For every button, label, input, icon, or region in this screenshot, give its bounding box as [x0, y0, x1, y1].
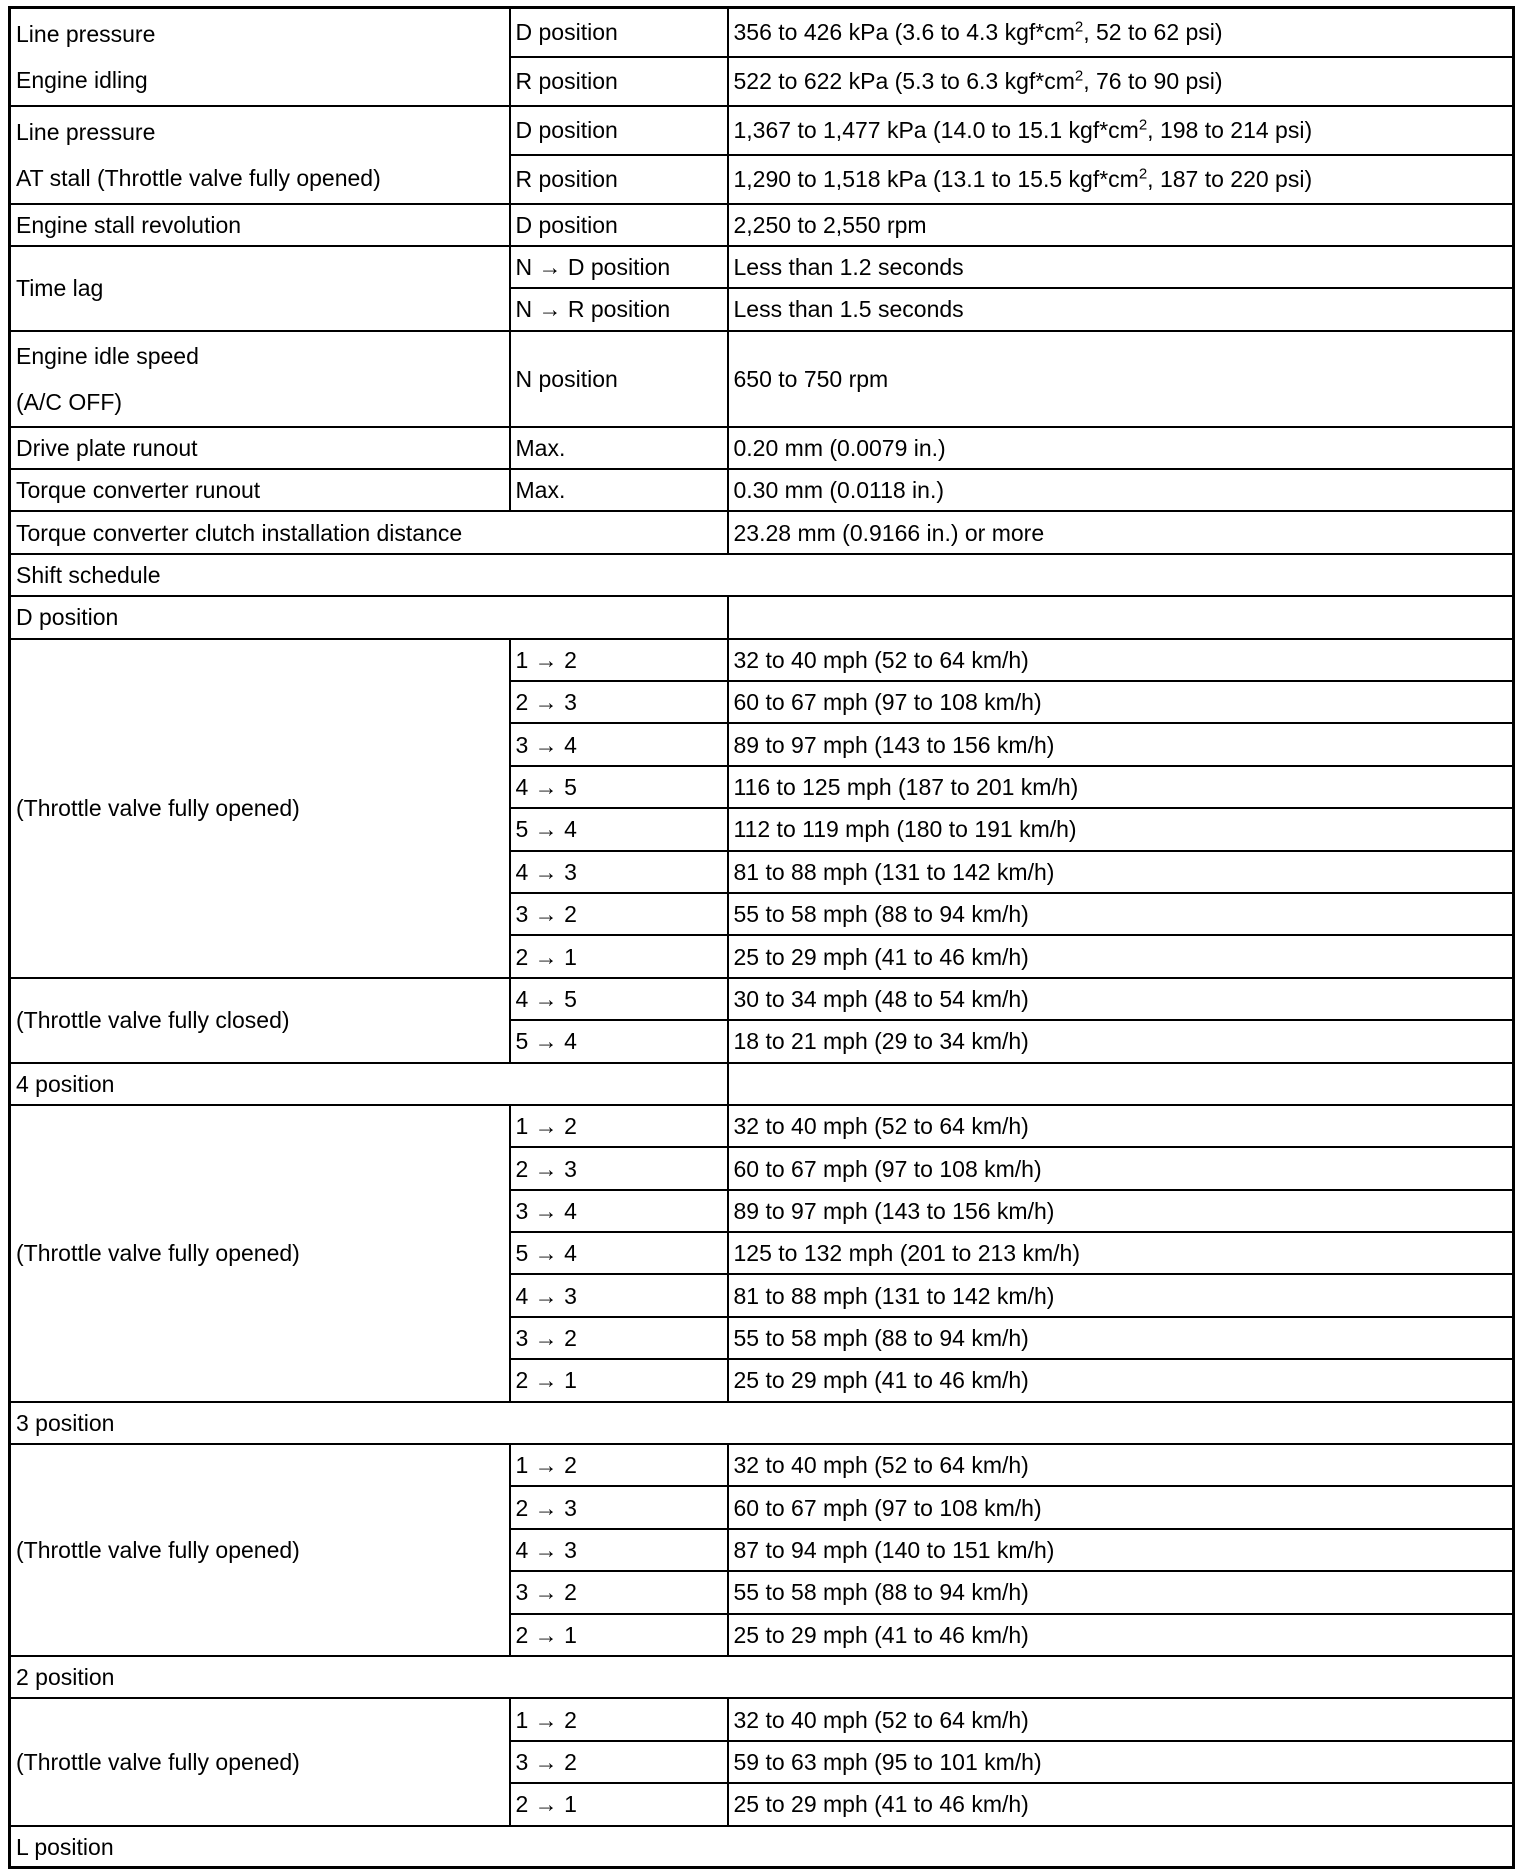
shift-label: 1 → 2 — [510, 1444, 728, 1486]
value-tail: , 187 to 220 psi) — [1147, 166, 1313, 192]
two-open-row — [10, 1698, 1514, 1740]
value-tail: , 52 to 62 psi) — [1083, 19, 1223, 46]
two-position-heading-row — [10, 1656, 1514, 1698]
d-position-blank — [728, 596, 1514, 638]
shift-speed: 81 to 88 mph (131 to 142 km/h) — [728, 1274, 1514, 1316]
shift-speed: 55 to 58 mph (88 to 94 km/h) — [728, 1317, 1514, 1359]
time-lag-nd-position: N → D position — [510, 246, 728, 288]
shift-speed: 59 to 63 mph (95 to 101 km/h) — [728, 1741, 1514, 1783]
four-open-label: (Throttle valve fully opened) — [10, 1105, 510, 1402]
shift-speed: 32 to 40 mph (52 to 64 km/h) — [728, 1698, 1514, 1740]
torque-runout-row — [10, 469, 1514, 511]
shift-speed: 87 to 94 mph (140 to 151 km/h) — [728, 1529, 1514, 1571]
shift-speed: 32 to 40 mph (52 to 64 km/h) — [728, 1444, 1514, 1486]
d-closed-label: (Throttle valve fully closed) — [10, 978, 510, 1063]
shift-label: 3 → 4 — [510, 1190, 728, 1232]
drive-plate-max: Max. — [510, 427, 728, 469]
shift-label: 2 → 1 — [510, 1359, 728, 1401]
time-lag-label: Time lag — [10, 246, 510, 331]
shift-label: 1 → 2 — [510, 1698, 728, 1740]
clutch-distance-row — [10, 511, 1514, 553]
line-pressure-idle-r-value — [728, 57, 1514, 106]
line-pressure-stall-r-position: R position — [510, 155, 728, 204]
shift-label: 4 → 3 — [510, 1529, 728, 1571]
shift-label: 2 → 1 — [510, 935, 728, 977]
shift-speed: 89 to 97 mph (143 to 156 km/h) — [728, 723, 1514, 765]
shift-label: 5 → 4 — [510, 1232, 728, 1274]
shift-label: 3 → 2 — [510, 1317, 728, 1359]
idle-speed-label — [10, 331, 510, 427]
engine-stall-label: Engine stall revolution — [10, 204, 510, 246]
d-open-row — [10, 639, 1514, 681]
shift-label: 3 → 2 — [510, 893, 728, 935]
engine-idling-subtitle: Engine idling — [16, 66, 148, 93]
shift-label: 4 → 3 — [510, 1274, 728, 1316]
specifications-table — [8, 6, 1515, 1869]
shift-label: 3 → 2 — [510, 1571, 728, 1613]
line-pressure-stall-row-d — [10, 106, 1514, 155]
line-pressure-idle-d-value — [728, 8, 1514, 57]
clutch-distance-value: 23.28 mm (0.9166 in.) or more — [728, 511, 1514, 553]
line-pressure-stall-r-value — [728, 155, 1514, 204]
time-lag-row-nd — [10, 246, 1514, 288]
shift-speed: 25 to 29 mph (41 to 46 km/h) — [728, 1614, 1514, 1656]
d-position-heading: D position — [10, 596, 728, 638]
shift-schedule-heading: Shift schedule — [10, 554, 1514, 596]
four-position-heading: 4 position — [10, 1063, 728, 1105]
three-position-heading-row — [10, 1402, 1514, 1444]
value-tail: , 76 to 90 psi) — [1083, 68, 1223, 94]
d-closed-row — [10, 978, 1514, 1020]
torque-runout-label: Torque converter runout — [10, 469, 510, 511]
shift-label: 4 → 5 — [510, 766, 728, 808]
shift-label: 2 → 3 — [510, 1147, 728, 1189]
shift-label: 1 → 2 — [510, 1105, 728, 1147]
line-pressure-idle-r-position: R position — [510, 57, 728, 106]
l-position-heading: L position — [10, 1826, 1514, 1868]
line-pressure-idle-row-d — [10, 8, 1514, 57]
idle-speed-title: Engine idle speed — [16, 342, 199, 369]
d-position-heading-row — [10, 596, 1514, 638]
idle-speed-value: 650 to 750 rpm — [728, 331, 1514, 427]
superscript: 2 — [1138, 165, 1148, 183]
shift-label: 2 → 3 — [510, 1486, 728, 1528]
ac-off-subtitle: (A/C OFF) — [16, 388, 123, 415]
d-open-label: (Throttle valve fully opened) — [10, 639, 510, 978]
shift-speed: 32 to 40 mph (52 to 64 km/h) — [728, 1105, 1514, 1147]
shift-speed: 112 to 119 mph (180 to 191 km/h) — [728, 808, 1514, 850]
specifications-body — [10, 8, 1514, 1868]
superscript: 2 — [1074, 67, 1084, 85]
two-position-heading: 2 position — [10, 1656, 1514, 1698]
two-open-label: (Throttle valve fully opened) — [10, 1698, 510, 1825]
shift-schedule-row — [10, 554, 1514, 596]
line-pressure-idle-d-position: D position — [510, 8, 728, 57]
drive-plate-value: 0.20 mm (0.0079 in.) — [728, 427, 1514, 469]
value-text: 356 to 426 kPa (3.6 to 4.3 kgf*cm — [733, 19, 1075, 46]
torque-runout-max: Max. — [510, 469, 728, 511]
superscript: 2 — [1138, 116, 1148, 134]
drive-plate-label: Drive plate runout — [10, 427, 510, 469]
idle-speed-position: N position — [510, 331, 728, 427]
shift-label: 3 → 4 — [510, 723, 728, 765]
shift-label: 5 → 4 — [510, 808, 728, 850]
shift-speed: 32 to 40 mph (52 to 64 km/h) — [728, 639, 1514, 681]
shift-label: 2 → 1 — [510, 1614, 728, 1656]
shift-speed: 125 to 132 mph (201 to 213 km/h) — [728, 1232, 1514, 1274]
engine-stall-row — [10, 204, 1514, 246]
shift-speed: 25 to 29 mph (41 to 46 km/h) — [728, 1359, 1514, 1401]
line-pressure-stall-label — [10, 106, 510, 204]
shift-speed: 30 to 34 mph (48 to 54 km/h) — [728, 978, 1514, 1020]
shift-speed: 25 to 29 mph (41 to 46 km/h) — [728, 935, 1514, 977]
shift-speed: 55 to 58 mph (88 to 94 km/h) — [728, 1571, 1514, 1613]
shift-label: 2 → 3 — [510, 681, 728, 723]
shift-speed: 60 to 67 mph (97 to 108 km/h) — [728, 1486, 1514, 1528]
clutch-distance-label: Torque converter clutch installation distance — [10, 511, 728, 553]
three-open-row — [10, 1444, 1514, 1486]
at-stall-subtitle: AT stall (Throttle valve fully opened) — [16, 164, 381, 191]
engine-stall-position: D position — [510, 204, 728, 246]
superscript: 2 — [1074, 18, 1084, 36]
three-open-label: (Throttle valve fully opened) — [10, 1444, 510, 1656]
four-open-row — [10, 1105, 1514, 1147]
shift-speed: 60 to 67 mph (97 to 108 km/h) — [728, 1147, 1514, 1189]
shift-label: 5 → 4 — [510, 1020, 728, 1062]
time-lag-nr-value: Less than 1.5 seconds — [728, 288, 1514, 330]
line-pressure-stall-d-position: D position — [510, 106, 728, 155]
line-pressure-stall-d-value — [728, 106, 1514, 155]
idle-speed-row — [10, 331, 1514, 427]
time-lag-nd-value: Less than 1.2 seconds — [728, 246, 1514, 288]
line-pressure-title: Line pressure — [16, 20, 156, 47]
four-position-heading-row — [10, 1063, 1514, 1105]
torque-runout-value: 0.30 mm (0.0118 in.) — [728, 469, 1514, 511]
shift-speed: 25 to 29 mph (41 to 46 km/h) — [728, 1783, 1514, 1825]
shift-speed: 89 to 97 mph (143 to 156 km/h) — [728, 1190, 1514, 1232]
shift-label: 3 → 2 — [510, 1741, 728, 1783]
three-position-heading: 3 position — [10, 1402, 1514, 1444]
l-position-heading-row — [10, 1826, 1514, 1868]
engine-stall-value: 2,250 to 2,550 rpm — [728, 204, 1514, 246]
shift-speed: 55 to 58 mph (88 to 94 km/h) — [728, 893, 1514, 935]
shift-label: 4 → 3 — [510, 851, 728, 893]
drive-plate-row — [10, 427, 1514, 469]
shift-label: 4 → 5 — [510, 978, 728, 1020]
value-text: 1,367 to 1,477 kPa (14.0 to 15.1 kgf*cm — [733, 117, 1139, 143]
shift-label: 2 → 1 — [510, 1783, 728, 1825]
value-text: 522 to 622 kPa (5.3 to 6.3 kgf*cm — [733, 68, 1075, 94]
shift-speed: 60 to 67 mph (97 to 108 km/h) — [728, 681, 1514, 723]
shift-speed: 116 to 125 mph (187 to 201 km/h) — [728, 766, 1514, 808]
shift-label: 1 → 2 — [510, 639, 728, 681]
time-lag-nr-position: N → R position — [510, 288, 728, 330]
shift-speed: 18 to 21 mph (29 to 34 km/h) — [728, 1020, 1514, 1062]
line-pressure-title: Line pressure — [16, 118, 156, 145]
value-tail: , 198 to 214 psi) — [1147, 117, 1313, 143]
line-pressure-idle-label — [10, 8, 510, 106]
shift-speed: 81 to 88 mph (131 to 142 km/h) — [728, 851, 1514, 893]
value-text: 1,290 to 1,518 kPa (13.1 to 15.5 kgf*cm — [733, 166, 1139, 192]
four-position-blank — [728, 1063, 1514, 1105]
